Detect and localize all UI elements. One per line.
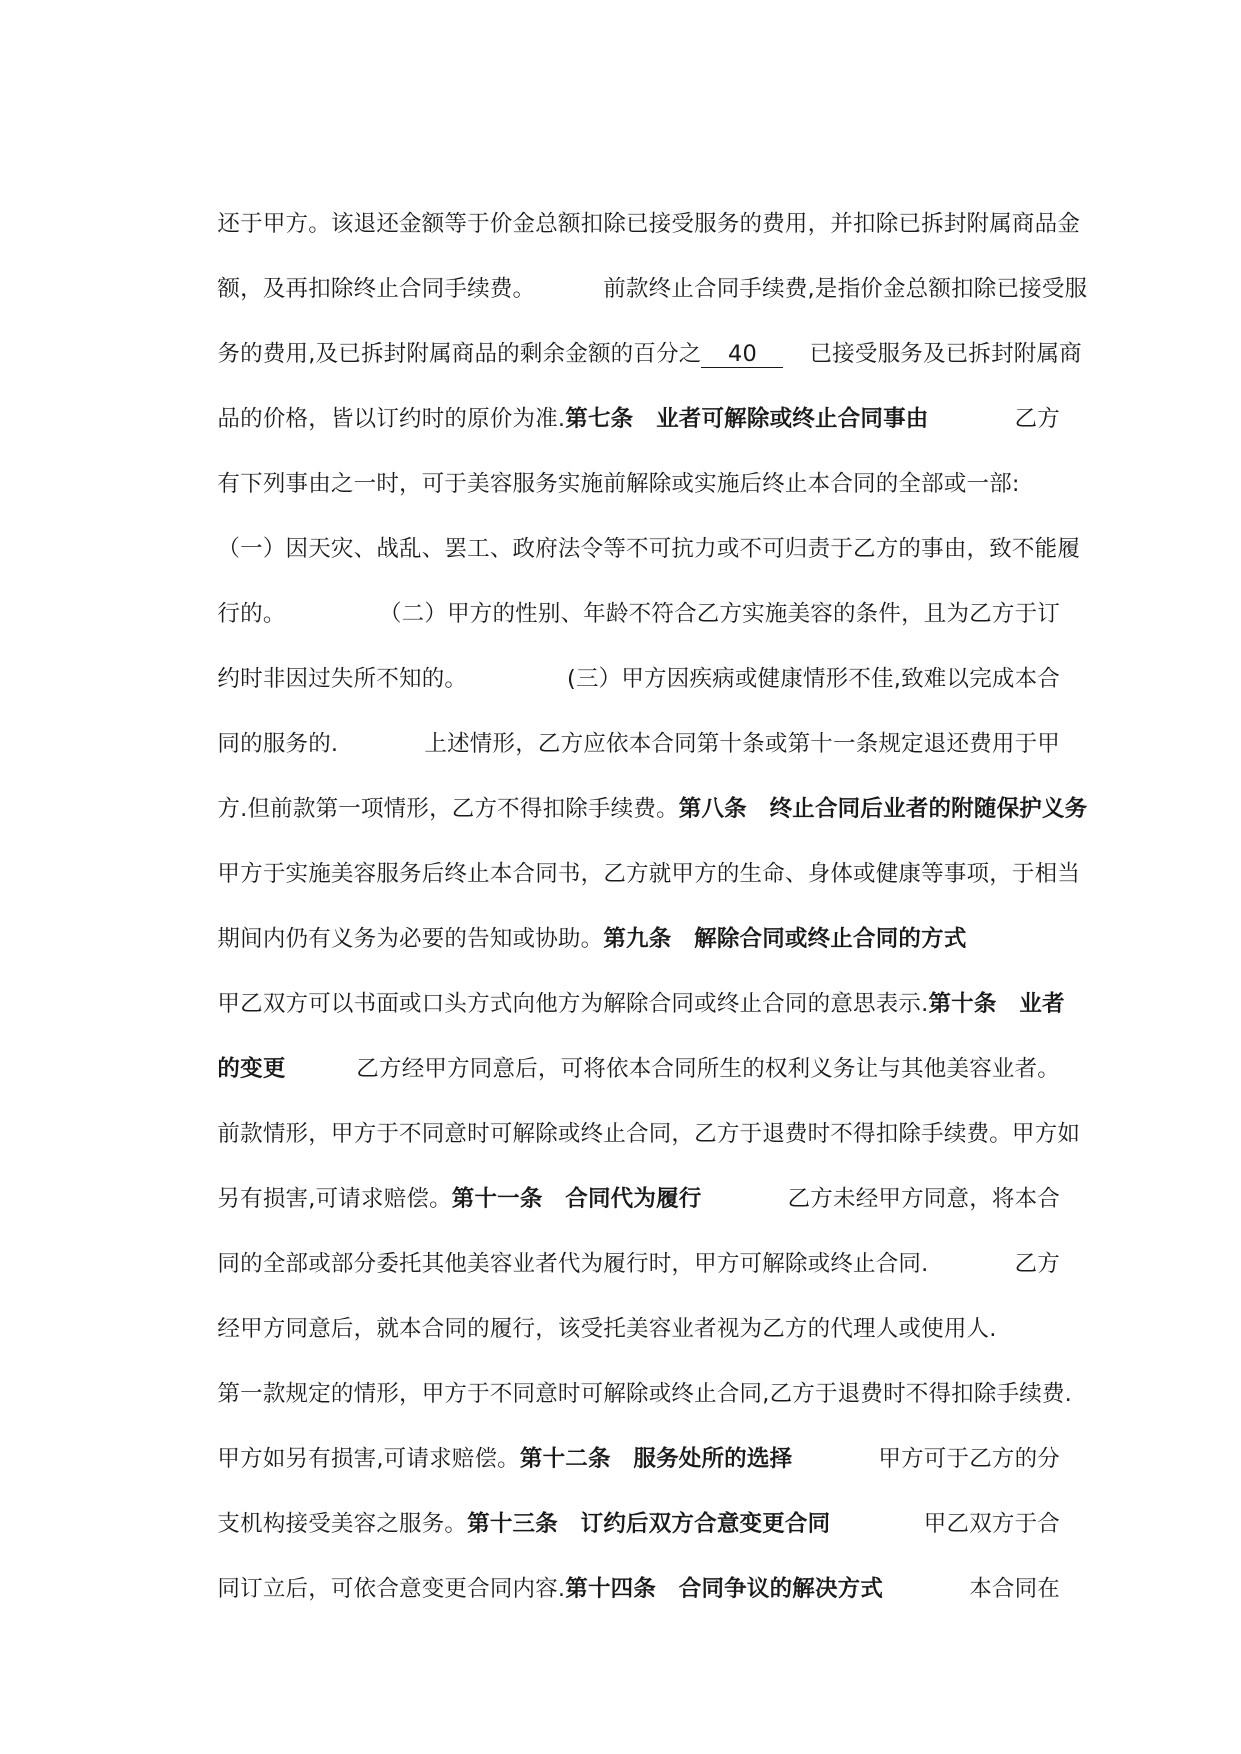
article-heading: 第十四条 合同争议的解决方式 <box>565 1576 884 1602</box>
line-text: 行的。 <box>217 601 286 627</box>
text-line <box>188 1464 1060 1537</box>
line-text: 还于甲方。该退还金额等于价金总额扣除已接受服务的费用，并扣除已拆封附属商品金 <box>217 211 1081 237</box>
line-text: 乙方 <box>1014 1251 1060 1277</box>
text-line <box>188 749 1088 822</box>
line-text: 乙方经甲方同意后，可将依本合同所生的权利义务让与其他美容业者。 <box>356 1056 1060 1082</box>
line-text: 甲乙双方可以书面或口头方式向他方为解除合同或终止合同的意思表示. <box>217 991 929 1017</box>
line-text: 已接受服务及已拆封附属商 <box>809 341 1082 367</box>
article-heading: 第八条 终止合同后业者的附随保护义务 <box>678 796 1088 822</box>
line-text: 额，及再扣除终止合同手续费。 <box>217 276 536 302</box>
article-heading: 的变更 <box>217 1056 286 1082</box>
line-text: 同订立后，可依合意变更合同内容. <box>217 1576 566 1602</box>
line-text: 约时非因过失所不知的。 <box>217 666 468 692</box>
line-text: 上述情形，乙方应依本合同第十条或第十一条规定退还费用于甲 <box>424 731 1060 757</box>
fill-in-blank: 40 <box>701 341 783 368</box>
text-line <box>188 294 1082 367</box>
line-text: 方.但前款第一项情形，乙方不得扣除手续费。 <box>217 796 679 822</box>
line-text: 前款终止合同手续费,是指价金总额扣除已接受服 <box>603 276 1088 302</box>
line-text: 期间内仍有义务为必要的告知或协助。 <box>217 926 604 952</box>
text-line <box>188 1139 1060 1212</box>
article-heading: 第七条 业者可解除或终止合同事由 <box>565 406 929 432</box>
line-text: 支机构接受美容之服务。 <box>217 1511 468 1537</box>
text-line <box>188 1009 1060 1082</box>
line-text: 乙方 <box>1014 406 1060 432</box>
text-line <box>188 879 1060 952</box>
text-line <box>188 1334 1073 1407</box>
text-line <box>188 944 1065 1017</box>
line-text: (三）甲方因疾病或健康情形不佳,致难以完成本合 <box>566 666 1060 692</box>
text-line <box>188 489 1081 562</box>
text-line <box>188 359 1060 432</box>
line-text: 甲方如另有损害,可请求赔偿。 <box>217 1446 520 1472</box>
line-text: 前款情形，甲方于不同意时可解除或终止合同，乙方于退费时不得扣除手续费。甲方如 <box>217 1121 1081 1147</box>
text-line <box>188 554 1060 627</box>
text-line <box>188 814 1081 887</box>
line-text: 甲方于实施美容服务后终止本合同书，乙方就甲方的生命、身体或健康等事项，于相当 <box>217 861 1081 887</box>
line-text: 同的全部或部分委托其他美容业者代为履行时，甲方可解除或终止合同. <box>217 1251 929 1277</box>
article-heading: 第十三条 订约后双方合意变更合同 <box>467 1511 831 1537</box>
line-text: 乙方未经甲方同意，将本合 <box>787 1186 1060 1212</box>
text-line <box>188 1269 1060 1342</box>
line-text: 经甲方同意后，就本合同的履行，该受托美容业者视为乙方的代理人或使用人. <box>217 1316 997 1342</box>
text-line <box>188 424 1060 497</box>
line-text: 另有损害,可请求赔偿。 <box>217 1186 452 1212</box>
line-text: （二）甲方的性别、年龄不符合乙方实施美容的条件，且为乙方于订 <box>378 601 1060 627</box>
line-text: 有下列事由之一时，可于美容服务实施前解除或实施后终止本合同的全部或一部: <box>217 471 1020 497</box>
text-line <box>188 619 1060 692</box>
article-heading: 第九条 解除合同或终止合同的方式 <box>603 926 967 952</box>
line-text: 务的费用,及已拆封附属商品的剩余金额的百分之 <box>217 341 702 367</box>
text-line <box>188 164 1081 237</box>
line-text: 甲方可于乙方的分 <box>878 1446 1060 1472</box>
line-text: 品的价格，皆以订约时的原价为准. <box>217 406 566 432</box>
text-line <box>188 1399 1060 1472</box>
text-line <box>188 684 1060 757</box>
text-line <box>188 229 1088 302</box>
text-line <box>188 1074 1081 1147</box>
article-heading: 第十条 业者 <box>928 991 1065 1017</box>
text-line <box>188 1204 1060 1277</box>
text-line <box>188 1529 1060 1602</box>
line-text: 甲乙双方于合 <box>923 1511 1060 1537</box>
line-text: 第一款规定的情形，甲方于不同意时可解除或终止合同,乙方于退费时不得扣除手续费. <box>217 1381 1073 1407</box>
article-heading: 第十一条 合同代为履行 <box>451 1186 702 1212</box>
line-text: 本合同在 <box>969 1576 1060 1602</box>
article-heading: 第十二条 服务处所的选择 <box>519 1446 793 1472</box>
line-text: 同的服务的. <box>217 731 339 757</box>
line-text: （一）因天灾、战乱、罢工、政府法令等不可抗力或不可归责于乙方的事由，致不能履 <box>217 536 1081 562</box>
